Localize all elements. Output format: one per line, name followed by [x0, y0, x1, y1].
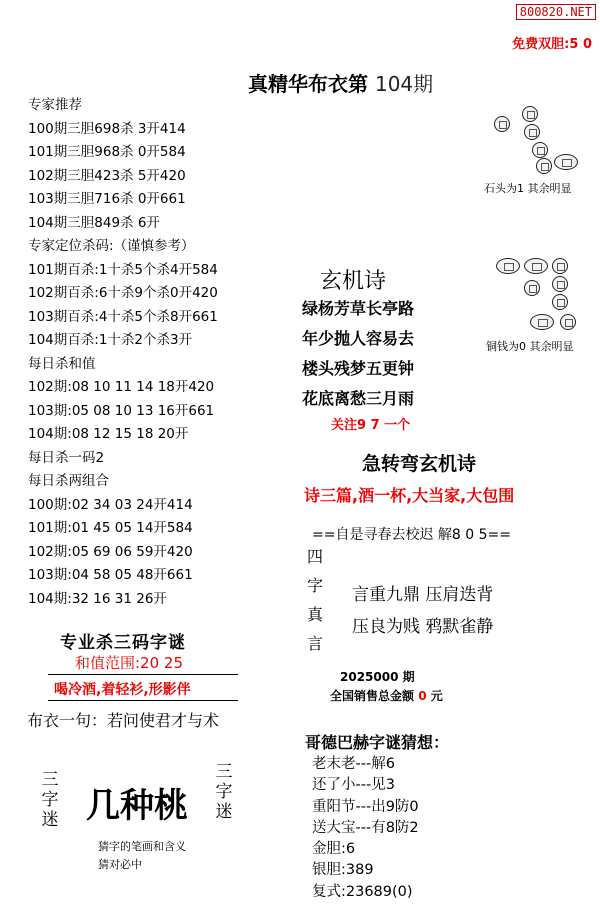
puzzle-heading: 专业杀三码字谜	[60, 633, 186, 653]
site-badge: 800820.NET	[516, 4, 596, 20]
stone-icon	[524, 124, 540, 140]
sizi-char: 四	[306, 547, 323, 566]
left-line: 104期:08 12 15 18 20开	[28, 426, 189, 442]
left-line: 103期:05 08 10 13 16开661	[28, 402, 215, 419]
sales-total	[330, 687, 443, 704]
diagram2-caption: 铜钱为0 其余明显	[486, 340, 574, 353]
sales-amount: 0	[418, 689, 427, 703]
sizi-char: 字	[306, 576, 323, 595]
hint-line: 猜对必中	[98, 858, 142, 871]
jizhuanwan-title: 急转弯玄机诗	[362, 453, 477, 475]
issue-number: 2025000 期	[340, 670, 415, 684]
stone-icon	[494, 116, 510, 132]
left-line: 103期:04 58 05 48开661	[28, 567, 193, 583]
gede-line: 金胆:6	[312, 841, 356, 858]
stone-icon	[532, 142, 548, 158]
left-line: 102期三胆423杀 5开420	[28, 167, 186, 184]
gede-title: 哥德巴赫字谜猜想：	[305, 733, 450, 752]
vert-label-right: 三字迷	[215, 762, 233, 822]
left-column	[28, 94, 218, 611]
left-line: 专家定位杀码:（谨慎参考）	[28, 238, 195, 254]
poem-line: 楼头残梦五更钟	[302, 359, 415, 378]
left-line: 每日杀和值	[28, 355, 96, 372]
gede-line: 老末老---解6	[312, 756, 395, 772]
hint	[98, 838, 186, 874]
page-title	[248, 68, 433, 97]
coin-icon	[524, 258, 548, 274]
left-line: 101期:01 45 05 14开584	[28, 520, 193, 536]
left-line: 每日杀两组合	[28, 473, 109, 489]
coin-icon	[496, 258, 520, 274]
gede-line: 还了小---见3	[312, 777, 395, 794]
left-line: 101期三胆968杀 0开584	[28, 144, 186, 160]
diagram1-caption: 石头为1 其余明显	[484, 182, 572, 195]
sales-unit: 元	[430, 689, 443, 703]
coin-icon	[554, 154, 578, 170]
divider	[48, 700, 238, 701]
gede-line: 送大宝---有8防2	[312, 819, 419, 836]
free-pick: 免费双胆:5 0	[512, 37, 592, 52]
sum-range: 和值范围:20 25	[75, 654, 183, 672]
left-line: 每日杀一码2	[28, 449, 105, 466]
title-text: 真精华布衣第	[248, 72, 368, 96]
sizi-char: 言	[306, 634, 323, 653]
stone-icon	[560, 314, 576, 330]
poem-line: 年少抛人容易去	[302, 329, 415, 348]
divider	[48, 674, 238, 675]
shi-san-line: 诗三篇,酒一杯,大当家,大包围	[304, 486, 515, 505]
left-line: 102期百杀:6十杀9个杀0开420	[28, 285, 218, 301]
stone-diagram	[490, 104, 590, 180]
gede-line: 复式:23689(0)	[312, 883, 413, 900]
vert-label-left: 三字迷	[41, 770, 59, 830]
follow-note: 关注9 7 一个	[331, 418, 411, 433]
sales-label: 全国销售总金额	[330, 689, 415, 703]
hint-line: 猜字的笔画和含义	[98, 840, 186, 853]
left-line: 100期三胆698杀 3开414	[28, 120, 186, 137]
sizi-char: 真	[306, 605, 323, 624]
stone-icon	[552, 258, 568, 274]
left-line: 101期百杀:1十杀5个杀4开584	[28, 261, 218, 278]
stone-icon	[536, 158, 552, 174]
xuanji-title: 玄机诗	[320, 269, 387, 294]
poem-line: 花底离愁三月雨	[302, 389, 415, 408]
poem-line: 绿杨芳草长亭路	[302, 299, 415, 318]
chun-line: ==自是寻春去校迟 解8 0 5==	[312, 527, 511, 543]
zhenyan-line: 言重九鼎 压肩迭背	[352, 585, 494, 605]
left-line: 103期百杀:4十杀5个杀8开661	[28, 308, 218, 325]
left-line: 102期:05 69 06 59开420	[28, 543, 193, 560]
left-line: 104期三胆849杀 6开	[28, 214, 160, 231]
title-issue: 104期	[374, 72, 434, 96]
left-line: 100期:02 34 03 24开414	[28, 496, 193, 513]
coin-icon	[530, 314, 554, 330]
left-line: 102期:08 10 11 14 18开420	[28, 379, 215, 395]
slogan: 喝冷酒,着轻衫,形影伴	[54, 682, 191, 698]
gede-line: 银胆:389	[312, 862, 374, 879]
stone-icon	[552, 294, 568, 310]
gede-line: 重阳节---出9防0	[312, 798, 419, 815]
left-line: 104期百杀:1十杀2个杀3开	[28, 332, 193, 348]
buyi-line: 布衣一句：若问使君才与术	[27, 711, 220, 730]
coin-diagram	[494, 256, 594, 336]
stone-icon	[552, 276, 568, 292]
sizi-label	[305, 542, 325, 658]
xuanji-poem	[302, 294, 414, 414]
stone-icon	[524, 280, 540, 296]
zhenyan-line: 压良为贱 鸦默雀静	[352, 617, 494, 637]
left-line: 专家推荐	[28, 97, 82, 113]
gede-list	[312, 754, 419, 903]
left-line: 103期三胆716杀 0开661	[28, 191, 186, 207]
stone-icon	[522, 106, 538, 122]
left-line: 104期:32 16 31 26开	[28, 590, 167, 607]
puzzle-answer: 几种桃	[86, 786, 188, 826]
